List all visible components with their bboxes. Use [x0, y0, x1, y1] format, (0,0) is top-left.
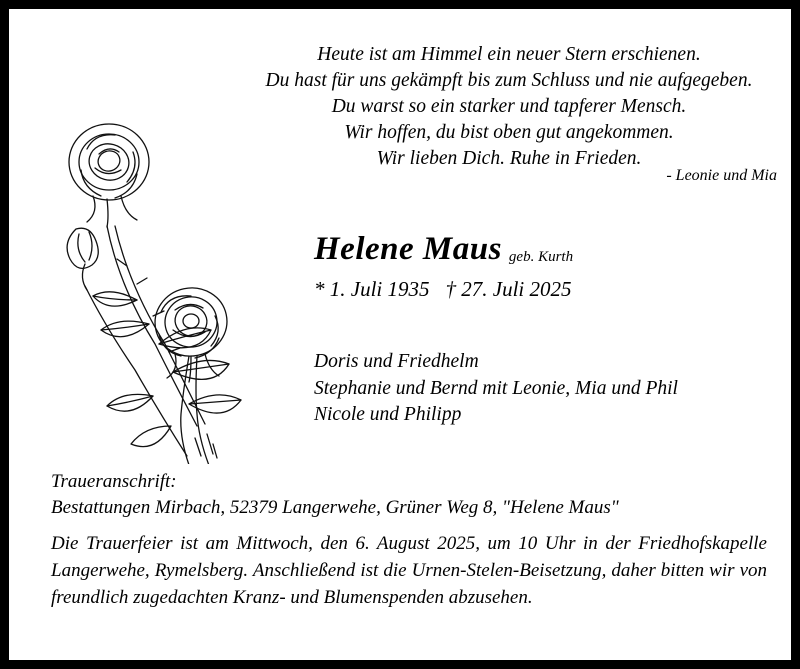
- family-line: Nicole und Philipp: [314, 404, 462, 425]
- family-line: Stephanie und Bernd mit Leonie, Mia und Phil: [314, 377, 678, 399]
- name-line: [314, 231, 784, 268]
- deceased-name: Helene Maus: [314, 231, 502, 267]
- obituary-inner: [9, 9, 791, 660]
- poem-text: [239, 42, 779, 172]
- family-line: Doris und Friedhelm: [314, 351, 479, 372]
- poem-line: Wir hoffen, du bist oben gut angekommen.: [344, 122, 674, 143]
- mourning-address-value: Bestattungen Mirbach, 52379 Langerwehe, Grüner Weg 8, "Helene Maus": [51, 497, 619, 518]
- maiden-name: geb. Kurth: [508, 249, 574, 265]
- poem-line: Du hast für uns gekämpft bis zum Schluss und nie aufgegeben.: [265, 70, 753, 91]
- birth-date: * 1. Juli 1935: [314, 277, 430, 301]
- death-date: † 27. Juli 2025: [445, 277, 572, 301]
- poem-line: Wir lieben Dich. Ruhe in Frieden.: [376, 148, 642, 169]
- poem-line: Du warst so ein starker und tapferer Mensch.: [331, 96, 687, 117]
- poem-line: Heute ist am Himmel ein neuer Stern erschienen.: [317, 44, 701, 65]
- life-dates: [314, 277, 784, 302]
- mourning-address: [51, 469, 766, 521]
- ceremony-details: Die Trauerfeier ist am Mittwoch, den 6. August 2025, um 10 Uhr in der Friedhofskapelle Langerwehe, Rymelsberg. Anschließend ist die Urnen-Stelen-Beisetzung, daher bitten wir von freundlich zugedachten Kranz- und Blumenspenden abzusehen.: [51, 533, 767, 608]
- family-list: [314, 349, 794, 429]
- poem-signature: - Leonie und Mia: [666, 167, 777, 184]
- deceased-block: [314, 231, 784, 302]
- mourning-address-label: Traueranschrift:: [51, 471, 177, 492]
